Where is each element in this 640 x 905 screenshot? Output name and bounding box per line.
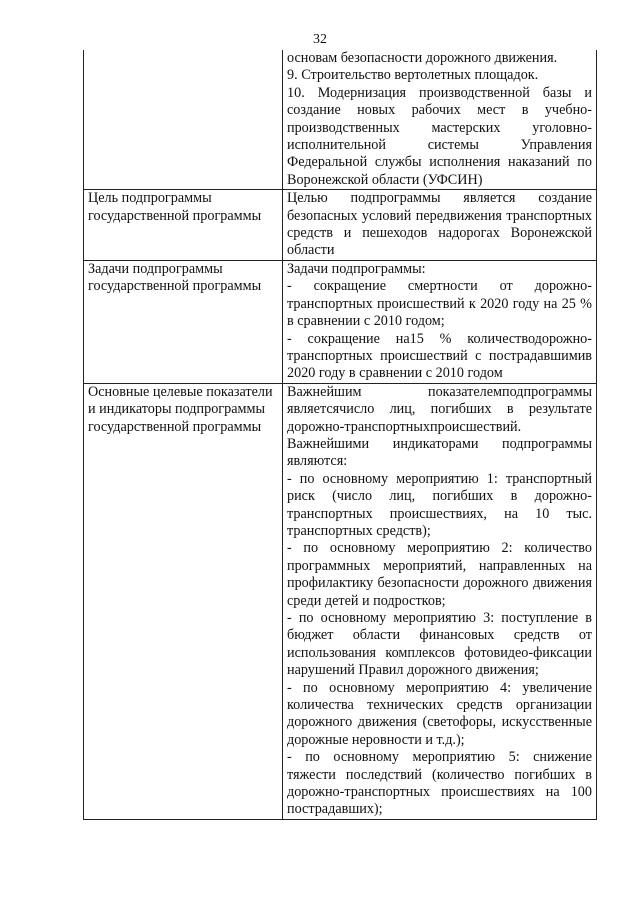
row-label: Задачи подпрограммы государственной программы: [84, 260, 283, 383]
content-paragraph: Важнейшим показателемподпрограммы являетсячисло лиц, погибших в результате дорожно-транспортныхпроисшествий.: [287, 383, 592, 435]
content-paragraph: Важнейшими индикаторами подпрограммы являются:: [287, 435, 592, 470]
table-row: [84, 190, 597, 261]
table-row: [84, 50, 597, 190]
row-content: [283, 383, 597, 819]
content-paragraph: - по основному мероприятию 3: поступление в бюджет области финансовых средств от использования комплексов фотовидео-фиксации нарушений Правил дорожного движения;: [287, 610, 592, 679]
row-label: Основные целевые показатели и индикаторы подпрограммы государственной программы: [84, 383, 283, 819]
row-label: Цель подпрограммы государственной программы: [84, 190, 283, 261]
content-paragraph: Задачи подпрограммы:: [287, 260, 426, 277]
page-number: 32: [313, 32, 327, 47]
content-paragraph: основам безопасности дорожного движения.: [287, 50, 558, 66]
content-paragraph: Целью подпрограммы является создание безопасных условий передвижения транспортных средств и пешеходов надорогах Воронежской области: [287, 190, 592, 259]
table-row: [84, 383, 597, 819]
content-paragraph: 10. Модернизация производственной базы и создание новых рабочих мест в учебно-производственных мастерских уголовно-исполнительной системы Управления Федеральной службы исполнения наказаний по Воронежской области (УФСИН): [287, 84, 592, 188]
row-content: [283, 190, 597, 261]
row-content: [283, 260, 597, 383]
content-paragraph: - по основному мероприятию 5: снижение тяжести последствий (количество погибших в дорожно-транспортных происшествиях на 100 пострадавших);: [287, 749, 592, 818]
row-content: [283, 50, 597, 190]
row-label: [84, 50, 283, 190]
content-paragraph: - сокращение на15 % количестводорожно-транспортных происшествий с пострадавшимив 2020 году в сравнении с 2010 годом: [287, 330, 592, 382]
passport-table: [83, 50, 597, 820]
table-row: [84, 260, 597, 383]
content-paragraph: - сокращение смертности от дорожно-транспортных происшествий к 2020 году на 25 % в сравнении с 2010 годом;: [287, 278, 592, 330]
content-paragraph: - по основному мероприятию 4: увеличение количества технических средств организации дорожного движения (светофоры, искусственные дорожные неровности и т.д.);: [287, 679, 592, 748]
content-paragraph: - по основному мероприятию 1: транспортный риск (число лиц, погибших в дорожно-транспортных происшествиях, на 10 тыс. транспортных средств);: [287, 470, 592, 539]
content-paragraph: - по основному мероприятию 2: количество программных мероприятий, направленных на профилактику безопасности дорожного движения среди детей и подростков;: [287, 540, 592, 609]
content-paragraph: 9. Строительство вертолетных площадок.: [287, 67, 539, 84]
